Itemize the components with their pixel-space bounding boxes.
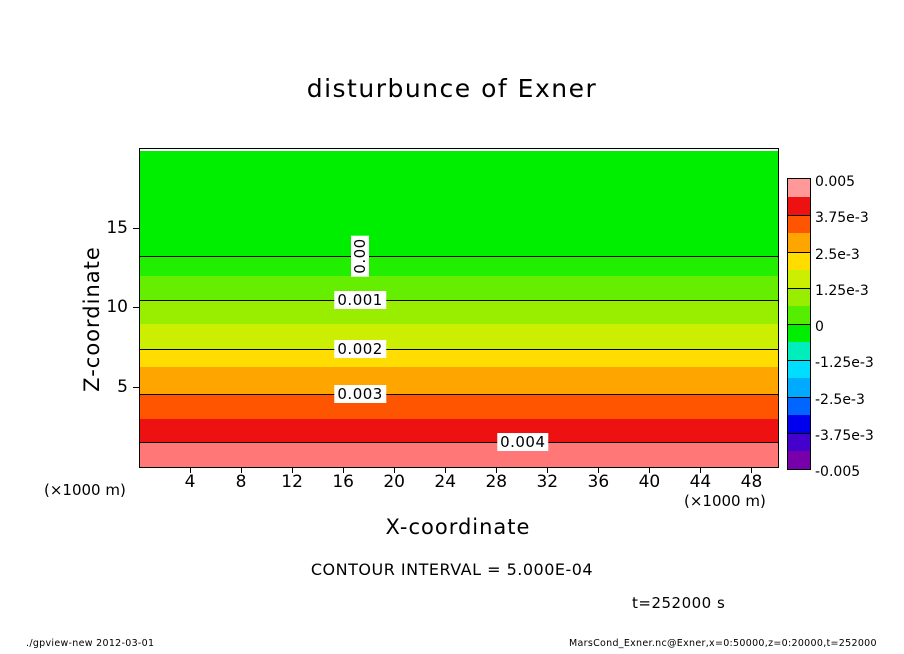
x-axis-tick-label: 12 bbox=[281, 472, 303, 492]
colorbar-segment bbox=[788, 397, 810, 416]
x-axis-tick-label: 4 bbox=[184, 472, 196, 492]
contour-line bbox=[140, 442, 778, 443]
contour-fill-band bbox=[140, 419, 778, 442]
plot-area bbox=[139, 148, 779, 468]
time-label: t=252000 s bbox=[632, 594, 726, 612]
y-axis-tick-label: 15 bbox=[106, 217, 128, 238]
colorbar-segment bbox=[788, 378, 810, 397]
colorbar-tick-label: 2.5e-3 bbox=[815, 246, 860, 263]
colorbar-segment bbox=[788, 306, 810, 325]
footer-left: ./gpview-new 2012-03-01 bbox=[26, 638, 155, 649]
contour-fill-band bbox=[140, 276, 778, 300]
colorbar-divider bbox=[788, 252, 810, 253]
footer-right: MarsCond_Exner.nc@Exner,x=0:50000,z=0:20000,t=252000 bbox=[569, 638, 877, 649]
x-axis-tick-label: 20 bbox=[383, 472, 406, 492]
contour-fill-band bbox=[140, 349, 778, 367]
colorbar-tick-label: -3.75e-3 bbox=[815, 427, 874, 444]
colorbar-tick-label: 3.75e-3 bbox=[815, 210, 869, 227]
contour-fill-band bbox=[140, 256, 778, 277]
contour-fill-band bbox=[140, 367, 778, 395]
x-axis-label: X-coordinate bbox=[385, 515, 531, 539]
colorbar-segment bbox=[788, 324, 810, 343]
colorbar bbox=[787, 178, 811, 470]
colorbar-segment bbox=[788, 197, 810, 216]
x-axis-tick-label: 36 bbox=[587, 472, 610, 492]
colorbar-segment bbox=[788, 252, 810, 271]
colorbar-segment bbox=[788, 451, 810, 470]
colorbar-segment bbox=[788, 179, 810, 198]
contour-label: 0.00 bbox=[351, 235, 369, 276]
colorbar-divider bbox=[788, 215, 810, 216]
contour-interval-note: CONTOUR INTERVAL = 5.000E-04 bbox=[310, 560, 594, 579]
colorbar-divider bbox=[788, 360, 810, 361]
colorbar-segment bbox=[788, 288, 810, 307]
contour-label: 0.001 bbox=[334, 291, 385, 309]
colorbar-segment bbox=[788, 270, 810, 289]
x-axis-tick-label: 44 bbox=[689, 472, 712, 492]
y-axis-tick-label: 5 bbox=[117, 376, 128, 397]
x-axis-tick-label: 40 bbox=[638, 472, 661, 492]
x-unit-left: (×1000 m) bbox=[44, 481, 126, 499]
colorbar-tick-label: -1.25e-3 bbox=[815, 355, 874, 372]
y-axis-tick bbox=[133, 307, 139, 308]
contour-fill-band bbox=[140, 229, 778, 257]
y-axis-tick bbox=[133, 387, 139, 388]
x-axis-tick-label: 16 bbox=[332, 472, 354, 492]
colorbar-tick-label: -2.5e-3 bbox=[815, 391, 865, 408]
x-axis-tick-label: 24 bbox=[434, 472, 457, 492]
colorbar-segment bbox=[788, 215, 810, 234]
chart-title: disturbunce of Exner bbox=[306, 74, 598, 103]
colorbar-divider bbox=[788, 288, 810, 289]
y-axis-label: Z-coordinate bbox=[80, 246, 104, 392]
x-axis-tick-label: 28 bbox=[485, 472, 508, 492]
colorbar-segment bbox=[788, 415, 810, 434]
contour-line bbox=[140, 256, 778, 257]
colorbar-divider bbox=[788, 433, 810, 434]
colorbar-tick-label: 1.25e-3 bbox=[815, 282, 869, 299]
x-axis-tick-label: 8 bbox=[235, 472, 247, 492]
y-axis-tick-label: 10 bbox=[106, 297, 128, 317]
colorbar-divider bbox=[788, 324, 810, 325]
colorbar-divider bbox=[788, 397, 810, 398]
colorbar-tick-label: 0.005 bbox=[815, 174, 856, 190]
colorbar-segment bbox=[788, 360, 810, 379]
contour-fill-band bbox=[140, 442, 778, 468]
contour-fill-band bbox=[140, 300, 778, 324]
contour-label: 0.003 bbox=[334, 385, 385, 403]
contour-line bbox=[140, 349, 778, 350]
x-unit-right: (×1000 m) bbox=[684, 492, 766, 510]
colorbar-tick-label: 0 bbox=[815, 319, 824, 335]
colorbar-segment bbox=[788, 433, 810, 452]
contour-line bbox=[140, 300, 778, 301]
x-axis-tick-label: 32 bbox=[536, 472, 559, 492]
y-axis-tick bbox=[133, 228, 139, 229]
colorbar-tick-label: -0.005 bbox=[815, 464, 861, 480]
contour-fill-band bbox=[140, 324, 778, 350]
contour-label: 0.002 bbox=[334, 340, 385, 358]
colorbar-segment bbox=[788, 233, 810, 252]
contour-fill-band bbox=[140, 151, 778, 230]
contour-line bbox=[140, 394, 778, 395]
contour-label: 0.004 bbox=[497, 433, 548, 451]
x-axis-tick-label: 48 bbox=[740, 472, 763, 492]
contour-fill-band bbox=[140, 394, 778, 420]
colorbar-segment bbox=[788, 342, 810, 361]
